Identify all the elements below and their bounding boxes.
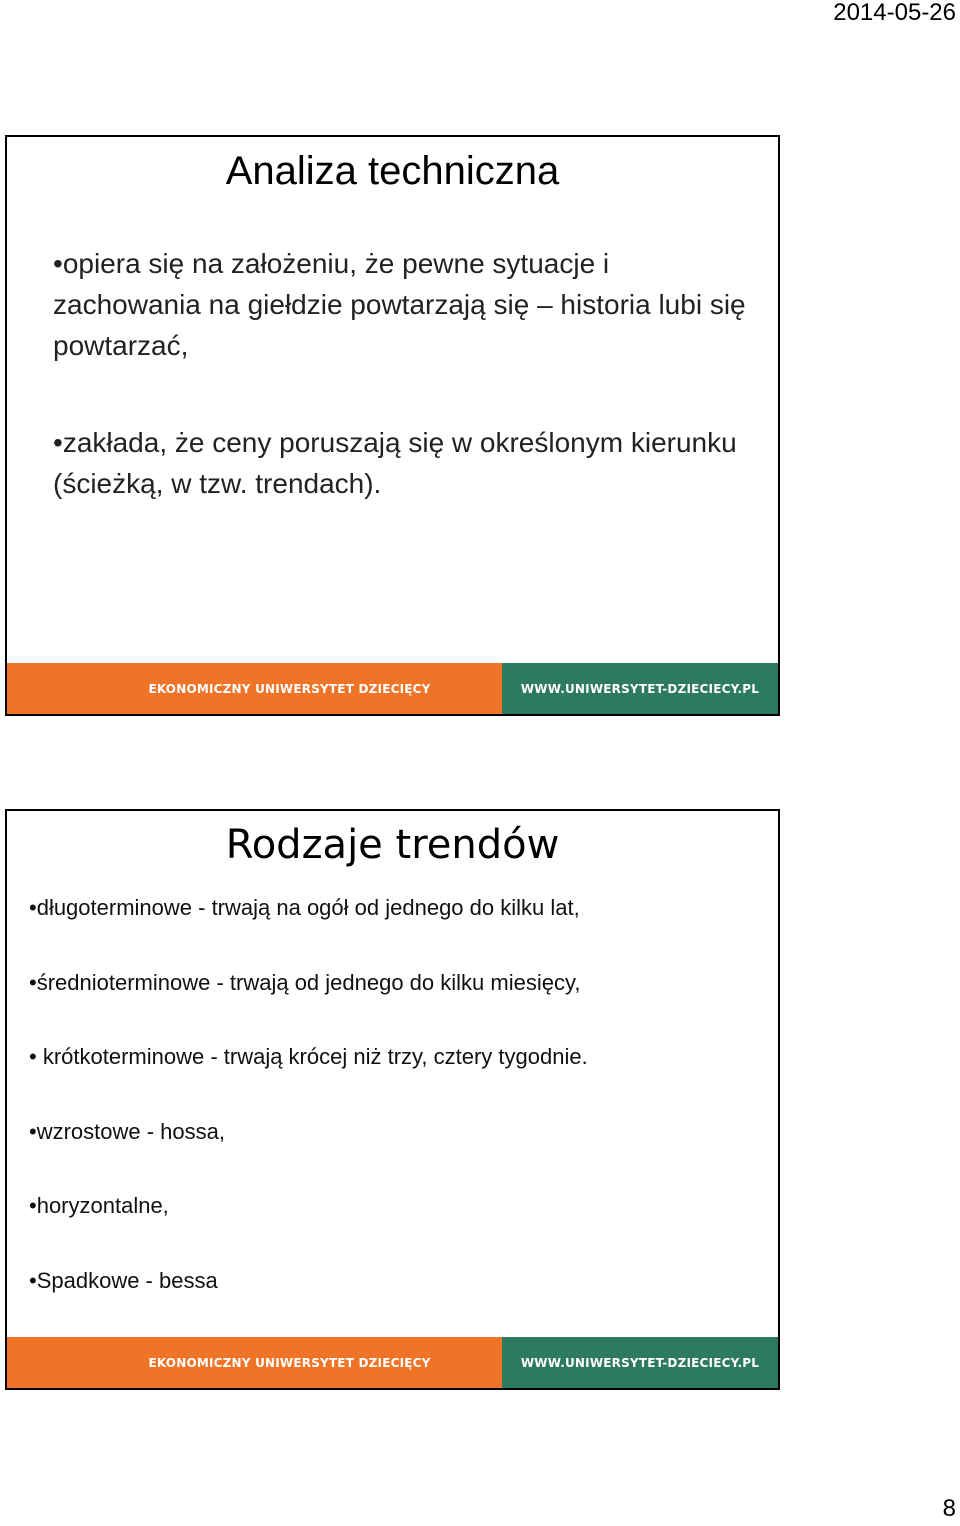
slide-title: Analiza techniczna bbox=[225, 149, 560, 193]
list-item bbox=[29, 1040, 769, 1115]
list-item bbox=[29, 1189, 769, 1264]
slide-footer bbox=[7, 1337, 778, 1388]
footer-brand-text: EKONOMICZNY UNIWERSYTET DZIECIĘCY bbox=[148, 681, 431, 696]
list-item bbox=[29, 1264, 769, 1339]
slide-title: Rodzaje trendów bbox=[225, 822, 560, 868]
footer-brand-text: EKONOMICZNY UNIWERSYTET DZIECIĘCY bbox=[148, 1355, 431, 1370]
footer-brand-bar bbox=[7, 1337, 502, 1388]
list-item bbox=[29, 966, 769, 1041]
bullet-icon: • bbox=[29, 1118, 37, 1144]
slide-rodzaje-trendow bbox=[5, 809, 780, 1390]
page-number: 8 bbox=[942, 1495, 956, 1522]
list-item-text: wzrostowe - hossa, bbox=[36, 1118, 225, 1144]
document-date: 2014-05-26 bbox=[833, 0, 956, 26]
footer-brand-bar bbox=[7, 663, 502, 714]
footer-url-text: WWW.UNIWERSYTET-DZIECIECY.PL bbox=[520, 1355, 760, 1370]
list-item bbox=[53, 422, 753, 504]
list-item-text: opiera się na założeniu, że pewne sytuacje i zachowania na giełdzie powtarzają się – historia lubi się powtarzać, bbox=[53, 248, 746, 361]
bullet-list bbox=[53, 243, 753, 504]
footer-url-bar bbox=[502, 1337, 778, 1388]
bullet-icon: • bbox=[29, 1267, 37, 1293]
bullet-list bbox=[29, 891, 769, 1338]
bullet-icon: • bbox=[53, 427, 63, 458]
bullet-icon: • bbox=[29, 969, 37, 995]
bullet-icon: • bbox=[29, 1193, 37, 1218]
slide-footer bbox=[7, 663, 778, 714]
list-item bbox=[53, 243, 753, 366]
footer-url-bar bbox=[502, 663, 778, 714]
footer-url-text: WWW.UNIWERSYTET-DZIECIECY.PL bbox=[520, 681, 760, 696]
list-item-text: horyzontalne, bbox=[36, 1193, 169, 1218]
slide-analiza-techniczna bbox=[5, 135, 780, 716]
list-item-text: długoterminowe - trwają na ogół od jednego do kilku lat, bbox=[36, 895, 580, 920]
list-item bbox=[29, 1115, 769, 1190]
list-item-text: średnioterminowe - trwają od jednego do kilku miesięcy, bbox=[36, 969, 581, 995]
list-item bbox=[29, 891, 769, 966]
list-item-text: zakłada, że ceny poruszają się w określonym kierunku (ścieżką, w tzw. trendach). bbox=[53, 427, 737, 499]
list-item-text: krótkoterminowe - trwają krócej niż trzy, cztery tygodnie. bbox=[36, 1044, 588, 1069]
bullet-icon: • bbox=[53, 248, 63, 279]
bullet-icon: • bbox=[29, 895, 37, 920]
list-item-text: Spadkowe - bessa bbox=[36, 1267, 218, 1293]
bullet-icon: • bbox=[29, 1044, 37, 1069]
